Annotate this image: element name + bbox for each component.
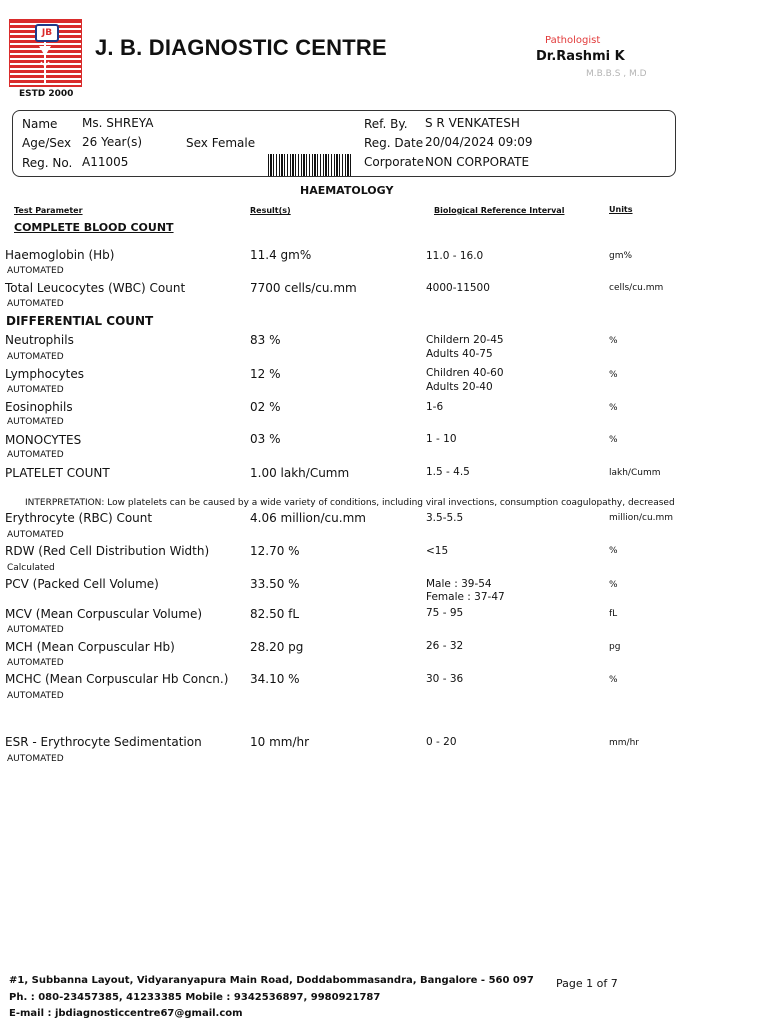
test-unit: lakh/Cumm — [609, 468, 661, 478]
col-reference: Biological Reference Interval — [434, 206, 565, 215]
test-reference: 3.5-5.5 — [426, 512, 464, 524]
test-reference: 75 - 95 — [426, 607, 464, 619]
regdate-label: Reg. Date — [364, 136, 424, 150]
test-reference: Childern 20-45 — [426, 334, 504, 346]
pathologist-name: Dr.Rashmi K — [536, 49, 625, 64]
patient-name: Ms. SHREYA — [82, 116, 154, 130]
test-result: 34.10 % — [250, 672, 300, 686]
established-year: ESTD 2000 — [19, 89, 74, 99]
refby-label: Ref. By. — [364, 117, 408, 131]
test-result: 03 % — [250, 432, 281, 446]
footer-email: E-mail : jbdiagnosticcentre67@gmail.com — [9, 1008, 243, 1019]
test-name: Neutrophils — [5, 333, 74, 347]
test-name: Lymphocytes — [5, 367, 84, 381]
regno-label: Reg. No. — [22, 156, 73, 170]
test-result: 4.06 million/cu.mm — [250, 511, 366, 525]
patient-age: 26 Year(s) — [82, 135, 143, 149]
test-reference: 30 - 36 — [426, 673, 464, 685]
caduceus-icon — [38, 42, 52, 84]
test-unit: pg — [609, 642, 621, 652]
test-name: PLATELET COUNT — [5, 466, 110, 480]
test-unit: % — [609, 336, 618, 346]
test-name: MCV (Mean Corpuscular Volume) — [5, 607, 203, 621]
test-method: AUTOMATED — [7, 266, 64, 276]
test-name: RDW (Red Cell Distribution Width) — [5, 544, 210, 558]
test-unit: % — [609, 403, 618, 413]
page-number: Page 1 of 7 — [556, 977, 618, 990]
test-reference: Children 40-60 — [426, 367, 504, 379]
test-name: ESR - Erythrocyte Sedimentation — [5, 735, 202, 749]
logo-badge: JB — [35, 24, 59, 42]
test-reference: 11.0 - 16.0 — [426, 250, 484, 262]
lab-name: J. B. DIAGNOSTIC CENTRE — [95, 35, 387, 60]
test-name: Total Leucocytes (WBC) Count — [5, 281, 186, 295]
test-result: 12.70 % — [250, 544, 300, 558]
test-reference: 1 - 10 — [426, 433, 457, 445]
test-result: 28.20 pg — [250, 640, 304, 654]
test-method: AUTOMATED — [7, 385, 64, 395]
reg-number: A11005 — [82, 155, 129, 169]
footer-address: #1, Subbanna Layout, Vidyaranyapura Main Road, Doddabommasandra, Bangalore - 560 097 — [9, 975, 534, 986]
test-result: 02 % — [250, 400, 281, 414]
test-reference: Male : 39-54 — [426, 578, 492, 590]
test-result: 7700 cells/cu.mm — [250, 281, 357, 295]
test-result: 33.50 % — [250, 577, 300, 591]
test-name: Eosinophils — [5, 400, 73, 414]
test-unit: cells/cu.mm — [609, 283, 664, 293]
pathologist-qualification: M.B.B.S , M.D — [586, 69, 647, 79]
cbc-heading: COMPLETE BLOOD COUNT — [14, 221, 174, 234]
test-result: 1.00 lakh/Cumm — [250, 466, 350, 480]
test-name: MONOCYTES — [5, 433, 82, 447]
corporate-value: NON CORPORATE — [425, 155, 530, 169]
test-result: 11.4 gm% — [250, 248, 312, 262]
test-unit: % — [609, 546, 618, 556]
test-reference-secondary: Female : 37-47 — [426, 591, 505, 603]
test-method: AUTOMATED — [7, 530, 64, 540]
col-units: Units — [609, 205, 633, 214]
col-test-parameter: Test Parameter — [14, 206, 83, 215]
test-name: Erythrocyte (RBC) Count — [5, 511, 153, 525]
test-reference: 1.5 - 4.5 — [426, 466, 470, 478]
test-result: 12 % — [250, 367, 281, 381]
corporate-label: Corporate — [364, 155, 424, 169]
test-name: Haemoglobin (Hb) — [5, 248, 115, 262]
test-method: AUTOMATED — [7, 417, 64, 427]
test-unit: gm% — [609, 251, 633, 261]
test-unit: mm/hr — [609, 738, 639, 748]
test-reference: <15 — [426, 545, 449, 557]
lab-logo — [9, 19, 82, 87]
test-method: AUTOMATED — [7, 754, 64, 764]
test-method: AUTOMATED — [7, 299, 64, 309]
test-name: PCV (Packed Cell Volume) — [5, 577, 159, 591]
pathologist-role: Pathologist — [545, 35, 601, 46]
patient-sex: Sex Female — [186, 136, 256, 150]
test-method: AUTOMATED — [7, 658, 64, 668]
barcode-image — [268, 154, 353, 176]
section-title: HAEMATOLOGY — [300, 184, 394, 197]
test-reference: 1-6 — [426, 401, 444, 413]
col-results: Result(s) — [250, 206, 291, 215]
test-reference: 26 - 32 — [426, 640, 464, 652]
test-name: MCH (Mean Corpuscular Hb) — [5, 640, 175, 654]
referring-doctor: S R VENKATESH — [425, 116, 520, 130]
test-reference-secondary: Adults 20-40 — [426, 381, 493, 393]
footer-phone: Ph. : 080-23457385, 41233385 Mobile : 9342536897, 9980921787 — [9, 992, 381, 1003]
test-method: AUTOMATED — [7, 625, 64, 635]
test-unit: fL — [609, 609, 618, 619]
differential-heading: DIFFERENTIAL COUNT — [6, 314, 154, 328]
test-unit: % — [609, 435, 618, 445]
test-unit: % — [609, 580, 618, 590]
test-unit: % — [609, 370, 618, 380]
test-method: AUTOMATED — [7, 352, 64, 362]
agesex-label: Age/Sex — [22, 136, 72, 150]
test-unit: million/cu.mm — [609, 513, 674, 523]
test-result: 10 mm/hr — [250, 735, 310, 749]
test-reference: 0 - 20 — [426, 736, 457, 748]
test-reference-secondary: Adults 40-75 — [426, 348, 493, 360]
interpretation-note: INTERPRETATION: Low platelets can be caused by a wide variety of conditions, including viral invections, consumption coagulopathy, decreased — [25, 498, 675, 508]
test-unit: % — [609, 675, 618, 685]
test-method: AUTOMATED — [7, 691, 64, 701]
name-label: Name — [22, 117, 58, 131]
test-result: 82.50 fL — [250, 607, 300, 621]
test-method: Calculated — [7, 563, 55, 573]
test-reference: 4000-11500 — [426, 282, 490, 294]
test-name: MCHC (Mean Corpuscular Hb Concn.) — [5, 672, 229, 686]
test-result: 83 % — [250, 333, 281, 347]
test-method: AUTOMATED — [7, 450, 64, 460]
reg-date: 20/04/2024 09:09 — [425, 135, 533, 149]
